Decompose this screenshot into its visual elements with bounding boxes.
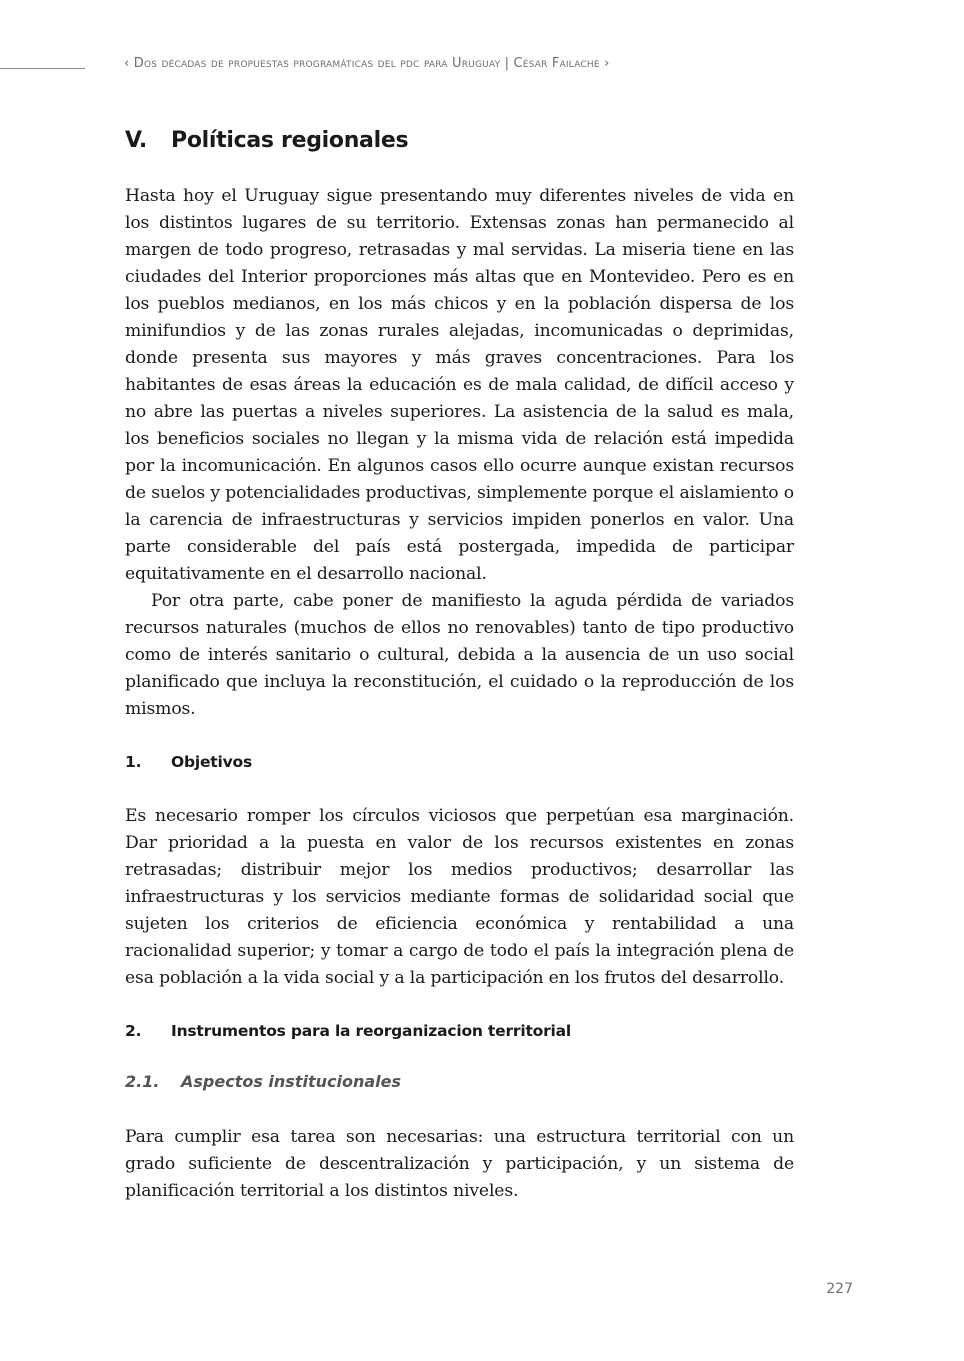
page-content xyxy=(125,128,794,1205)
section-heading xyxy=(125,128,794,153)
subsection-heading-objetivos xyxy=(125,753,794,771)
section-number: V. xyxy=(125,128,147,153)
section-paragraph-1: Hasta hoy el Uruguay sigue presentando muy diferentes niveles de vida en los distintos lugares de su territorio. Extensas zonas han permanecido al margen de todo progreso, retrasadas y mal servidas. La miseria tiene en las ciudades del Interior proporciones más altas que en Montevideo. Pero es en los pueblos medianos, en los más chicos y en la población dispersa de los minifundios y de las zonas rurales alejadas, incomunicadas o deprimidas, donde presenta sus mayores y más graves concentraciones. Para los habitantes de esas áreas la educación es de mala calidad, de difícil acceso y no abre las puertas a niveles superiores. La asistencia de la salud es mala, los beneficios sociales no llegan y la misma vida de relación está impedida por la incomunicación. En algunos casos ello ocurre aunque existan recursos de suelos y potencialidades productivas, simplemente porque el aislamiento o la carencia de infraestructuras y servicios impiden ponerlos en valor. Una parte considerable del país está postergada, impedida de participar equitativamente en el desarrollo nacional. xyxy=(125,186,794,584)
subsection-title: Instrumentos para la reorganizacion territorial xyxy=(171,1022,572,1040)
subsection-number: 1. xyxy=(125,753,142,771)
subsubsection-title: Aspectos institucionales xyxy=(181,1072,402,1091)
subsection-number: 2. xyxy=(125,1022,142,1040)
subsubsection-heading-aspectos xyxy=(125,1072,794,1091)
header-rule xyxy=(0,68,85,69)
section-title: Políticas regionales xyxy=(171,128,409,153)
subsection-heading-instrumentos xyxy=(125,1022,794,1040)
subsubsection-number: 2.1. xyxy=(125,1072,160,1091)
objetivos-paragraph: Es necesario romper los círculos viciosos que perpetúan esa marginación. Dar prioridad a la puesta en valor de los recursos existentes en zonas retrasadas; distribuir mejor los medios productivos; desarrollar las infraestructuras y los servicios mediante formas de solidaridad social que sujeten los criterios de eficiencia económica y rentabilidad a una racionalidad superior; y tomar a cargo de todo el país la integración plena de esa población a la vida social y a la participación en los frutos del desarrollo. xyxy=(125,806,794,988)
running-header: ‹ Dos décadas de propuestas programáticas del pdc para Uruguay | César Failache › xyxy=(124,56,610,71)
page-number: 227 xyxy=(826,1281,853,1297)
section-paragraph-2: Por otra parte, cabe poner de manifiesto la aguda pérdida de variados recursos naturales (muchos de ellos no renovables) tanto de tipo productivo como de interés sanitario o cultural, debida a la ausencia de un uso social planificado que incluya la reconstitución, el cuidado o la reproducción de los mismos. xyxy=(125,591,794,719)
subsection-title: Objetivos xyxy=(171,753,252,771)
aspectos-paragraph: Para cumplir esa tarea son necesarias: una estructura territorial con un grado suficiente de descentralización y participación, y un sistema de planificación territorial a los distintos niveles. xyxy=(125,1127,794,1201)
